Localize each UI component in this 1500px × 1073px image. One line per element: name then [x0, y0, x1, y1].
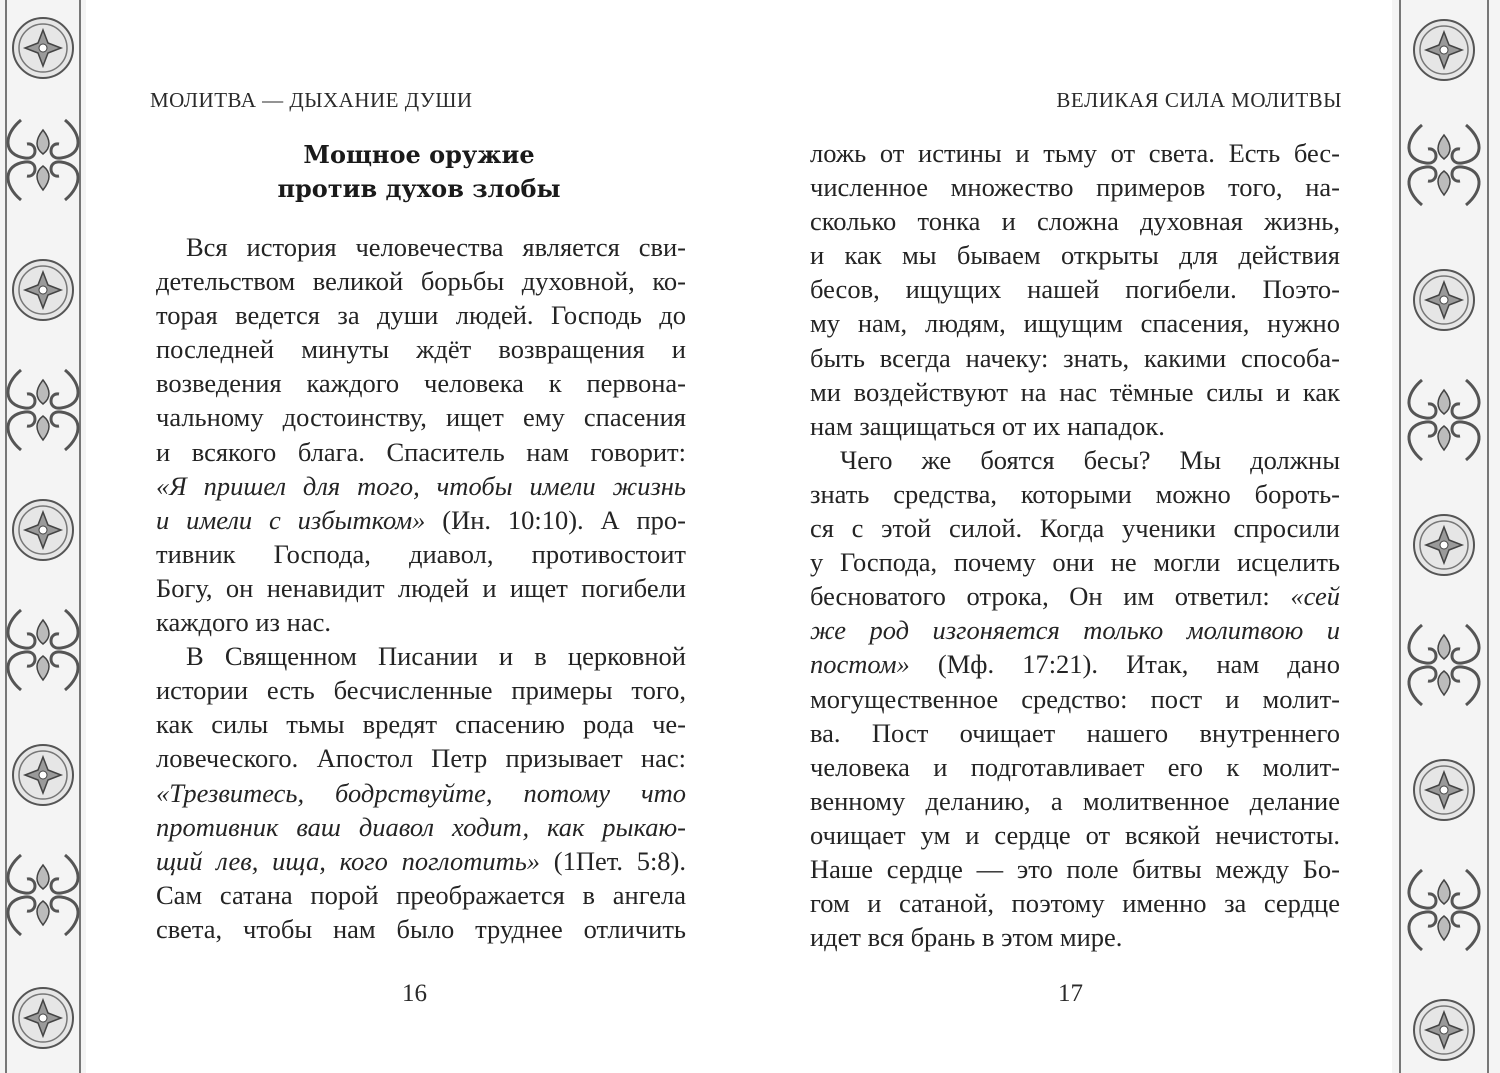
text-line: ложь от истины и тьму от света. Есть бес- — [810, 138, 1340, 168]
right-page — [736, 0, 1392, 1073]
text-line: у Господа, почему они не могли исцелить — [810, 547, 1340, 578]
text-line: бесов, ищущих нашей погибели. Поэто- — [810, 274, 1340, 305]
body-text — [810, 136, 1340, 954]
text-line: нам защищаться от их нападок. — [810, 410, 1165, 441]
chapter-title-line: Мощное оружие — [303, 140, 535, 169]
text-line: и имели с избытком» (Ин. 10:10). А про- — [156, 504, 686, 535]
text-line: ловеческого. Апостол Петр призывает нас: — [156, 743, 686, 774]
text-line: щий лев, ища, кого поглотить» (1Пет. 5:8). — [156, 845, 687, 876]
text-line: чальному достоинству, ищет ему спасения — [156, 402, 686, 433]
text-line: света, чтобы нам было труднее отличить — [156, 913, 686, 944]
chapter-title-line: против духов злобы — [277, 174, 561, 203]
ornament-border-icon — [0, 0, 86, 1073]
text-line: Вся история человечества является сви- — [186, 232, 686, 262]
text-line: постом» (Мф. 17:21). Итак, нам дано — [810, 649, 1340, 680]
left-page — [86, 0, 736, 1073]
text-line: детельством великой борьбы духовной, ко- — [156, 266, 686, 297]
text-line: тивник Господа, диавол, противостоит — [156, 538, 686, 569]
text-line: могущественное средство: пост и молит- — [810, 683, 1340, 714]
text-line: Чего же боятся бесы? Мы должны — [840, 444, 1340, 475]
page-number: 16 — [402, 980, 427, 1007]
text-line: человека и подготавливает его к молит- — [810, 751, 1340, 782]
text-line: «Трезвитесь, бодрствуйте, потому что — [156, 777, 686, 808]
text-line: бесноватого отрока, Он им ответил: «сей — [810, 581, 1340, 612]
left-ornament-border — [0, 0, 86, 1073]
right-ornament-border — [1392, 0, 1500, 1073]
ornament-border-icon — [1392, 0, 1500, 1073]
text-line: и как мы бываем открыты для действия — [810, 240, 1340, 271]
text-line: ми воздействуют на нас тёмные силы и как — [810, 376, 1340, 407]
text-line: Наше сердце — это поле битвы между Бо- — [810, 853, 1340, 884]
text-line: сколько тонка и сложна духовная жизнь, — [810, 206, 1340, 237]
text-line: возведения каждого человека к первона- — [156, 368, 686, 399]
text-line: противник ваш диавол ходит, как рыкаю- — [156, 811, 686, 842]
text-line: быть всегда начеку: знать, какими способа- — [810, 342, 1340, 373]
text-line: же род изгоняется только молитвою и — [810, 615, 1340, 646]
text-line: очищает ум и сердце от всякой нечистоты. — [810, 819, 1340, 850]
text-line: истории есть бесчисленные примеры того, — [156, 675, 686, 706]
text-line: Богу, он ненавидит людей и ищет погибели — [156, 572, 686, 603]
text-line: Сам сатана порой преображается в ангела — [156, 879, 686, 910]
text-line: идет вся брань в этом мире. — [810, 922, 1123, 953]
running-head: ВЕЛИКАЯ СИЛА МОЛИТВЫ — [1056, 88, 1342, 112]
text-line: ся с этой силой. Когда ученики спросили — [810, 513, 1340, 544]
text-line: ва. Пост очищает нашего внутреннего — [810, 717, 1340, 748]
text-line: знать средства, которыми можно бороть- — [810, 478, 1340, 509]
running-head: МОЛИТВА — ДЫХАНИЕ ДУШИ — [150, 88, 473, 112]
chapter-title — [154, 138, 684, 206]
text-line: В Священном Писании и в церковной — [186, 641, 686, 672]
text-line: последней минуты ждёт возвращения и — [156, 334, 686, 365]
text-line: каждого из нас. — [156, 607, 331, 638]
text-line: торая ведется за души людей. Господь до — [156, 300, 686, 331]
text-line: венному деланию, а молитвенное делание — [810, 785, 1340, 816]
text-line: «Я пришел для того, чтобы имели жизнь — [156, 470, 686, 501]
body-text — [156, 230, 686, 946]
text-line: как силы тьмы вредят спасению рода че- — [156, 709, 686, 740]
text-line: гом и сатаной, поэтому именно за сердце — [810, 888, 1340, 919]
page-number: 17 — [1058, 980, 1083, 1007]
text-line: и всякого блага. Спаситель нам говорит: — [156, 436, 686, 467]
text-line: численное множество примеров того, на- — [810, 172, 1340, 203]
text-line: му нам, людям, ищущим спасения, нужно — [810, 308, 1340, 339]
